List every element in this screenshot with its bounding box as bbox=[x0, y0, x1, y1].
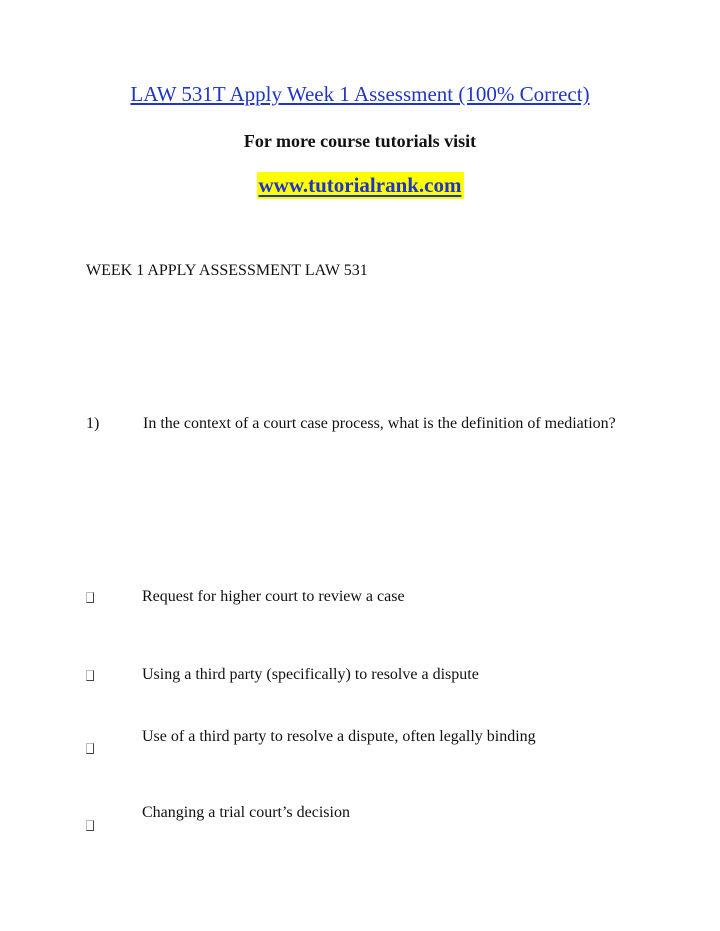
site-link[interactable]: www.tutorialrank.com bbox=[258, 173, 462, 197]
title-link[interactable]: LAW 531T Apply Week 1 Assessment (100% Correct) bbox=[130, 82, 590, 106]
site-link-container bbox=[0, 172, 720, 199]
checkbox-icon[interactable] bbox=[86, 743, 94, 754]
checkbox-icon[interactable] bbox=[86, 592, 94, 603]
section-heading: WEEK 1 APPLY ASSESSMENT LAW 531 bbox=[86, 262, 368, 279]
option-label: Using a third party (specifically) to resolve a dispute bbox=[142, 666, 479, 683]
subtitle: For more course tutorials visit bbox=[243, 131, 477, 151]
question-text: In the context of a court case process, what is the definition of mediation? bbox=[143, 415, 616, 432]
option-label: Use of a third party to resolve a dispute, often legally binding bbox=[142, 728, 536, 745]
checkbox-icon[interactable] bbox=[86, 670, 94, 681]
checkbox-icon[interactable] bbox=[86, 820, 94, 831]
option-label: Changing a trial court’s decision bbox=[142, 804, 350, 821]
option-label: Request for higher court to review a case bbox=[142, 588, 405, 605]
question bbox=[86, 413, 646, 435]
question-number: 1) bbox=[86, 415, 100, 432]
